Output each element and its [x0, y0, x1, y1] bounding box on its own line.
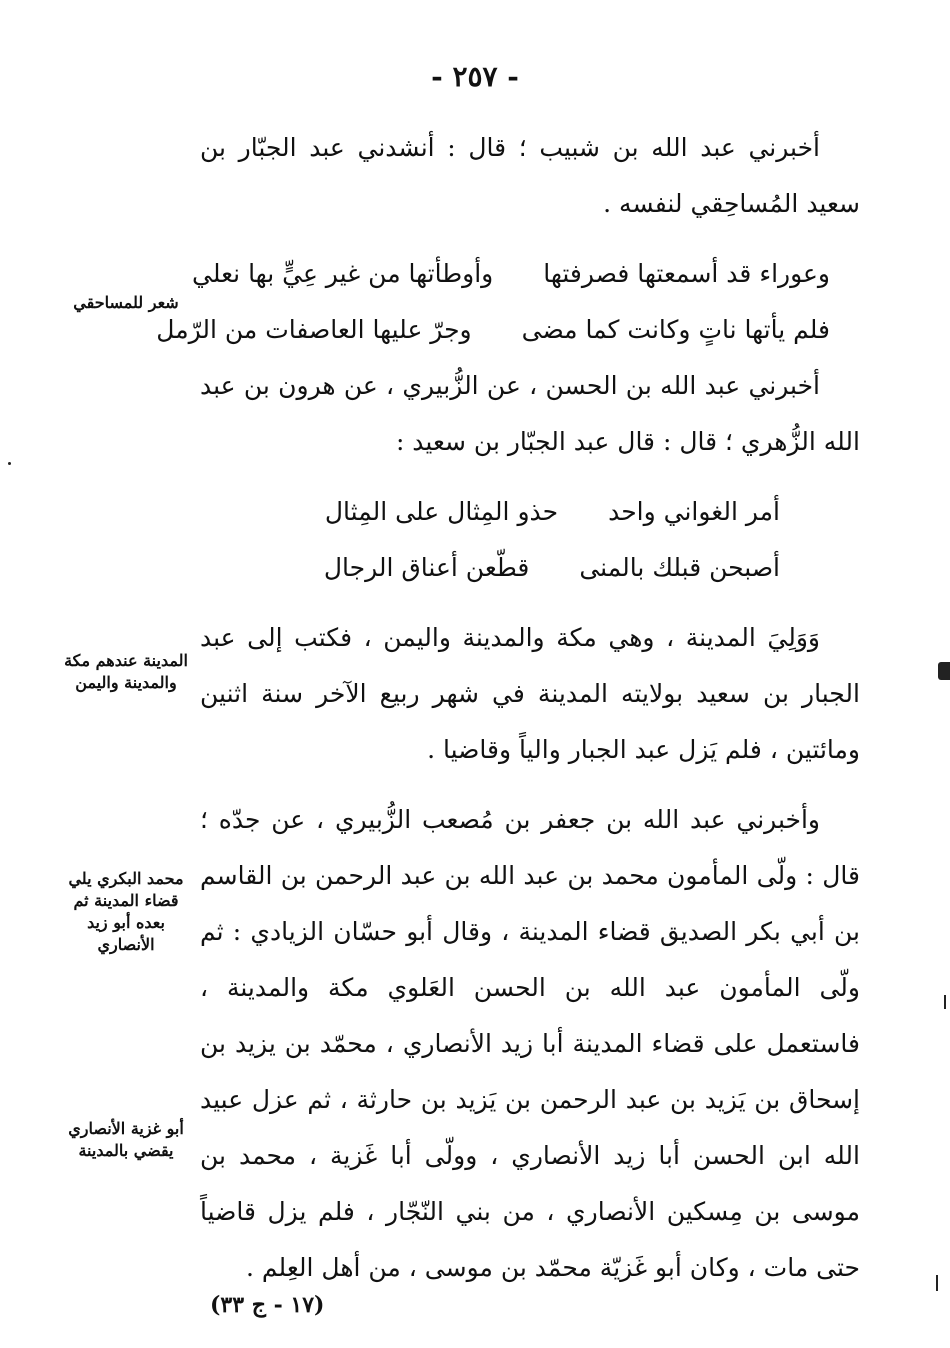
page-edge-mark — [936, 1275, 938, 1291]
poem-2-verse-1 — [200, 484, 860, 540]
page-speck — [8, 462, 11, 465]
poem-1-verse-1 — [191, 246, 860, 302]
page-number: - ٢٥٧ - — [431, 60, 519, 93]
hemistich: أمر الغواني واحد — [608, 497, 780, 526]
spacer — [200, 232, 860, 246]
hemistich: وعوراء قد أسمعتها فصرفتها — [543, 259, 830, 288]
paragraph-1: أخبرني عبد الله بن شبيب ؛ قال : أنشدني عبد الجبّار بن سعيد المُساحِقي لنفسه . — [200, 133, 860, 218]
hemistich: قطّعن أعناق الرجال — [323, 553, 530, 582]
margin-note-1: شعر للمساحقي — [73, 293, 179, 312]
hemistich: وأوطأتها من غير عِيٍّ بها نعلي — [191, 259, 494, 288]
spacer — [200, 778, 860, 792]
hemistich: فلم يأتها ناتٍ وكانت كما مضى — [521, 315, 830, 344]
margin-note-4: أبو غزية الأنصاري يقضي بالمدينة — [68, 1119, 184, 1160]
main-text — [156, 120, 860, 1296]
spacer — [200, 596, 860, 610]
poem-2-verse-2 — [200, 540, 860, 596]
paragraph-4: وأخبرني عبد الله بن جعفر بن مُصعب الزُّبيري ، عن جدّه ؛ قال : ولّى المأمون محمد بن عبد الله بن عبد الرحمن بن القاسم بن أبي بكر الصديق قضاء المدينة ، وقال أبو حسّان الزيادي : ثم ولّى المأمون عبد الله بن الحسن العَلوي مكة والمدينة ، فاستعمل على قضاء المدينة أبا زيد الأنصاري ، محمّد بن يزيد بن إسحاق بن يَزيد بن عبد الرحمن بن يَزيد بن حارثة ، ثم عزل عبيد الله ابن الحسن أبا زيد الأنصاري ، وولّى أبا غَزية ، محمد بن موسى بن مِسكين الأنصاري ، من بني النّجّار ، فلم يزل قاضياً حتى مات ، وكان أبو غَزيّة محمّد بن موسى ، من أهل العِلم . — [200, 805, 860, 1282]
hemistich: وجرّ عليها العاصفات من الرّمل — [156, 315, 472, 344]
poem-1-verse-2 — [156, 302, 860, 358]
page-edge-mark — [938, 662, 950, 680]
hemistich: أصبحن قبلك بالمنى — [579, 553, 780, 582]
hemistich: حذو المِثال على المِثال — [324, 497, 559, 526]
paragraph-3: وَوَلِيَ المدينة ، وهي مكة والمدينة واليمن ، فكتب إلى عبد الجبار بن سعيد بولايته المدينة في شهر ربيع الآخر سنة اثنين ومائتين ، فلم يَزل عبد الجبار والياً وقاضيا . — [200, 623, 860, 764]
spacer — [200, 470, 860, 484]
page-edge-mark — [944, 995, 946, 1009]
margin-note-2: المدينة عندهم مكة والمدينة واليمن — [64, 651, 188, 692]
paragraph-2: أخبرني عبد الله بن الحسن ، عن الزُّبيري ، عن هرون بن عبد الله الزُّهري ؛ قال : قال عبد الجبّار بن سعيد : — [200, 371, 860, 456]
footer-signature: (١٧ - ج ٣٣) — [210, 1292, 325, 1318]
margin-note-3: محمد البكري يلي قضاء المدينة ثم بعده أبو زيد الأنصاري — [68, 869, 184, 954]
